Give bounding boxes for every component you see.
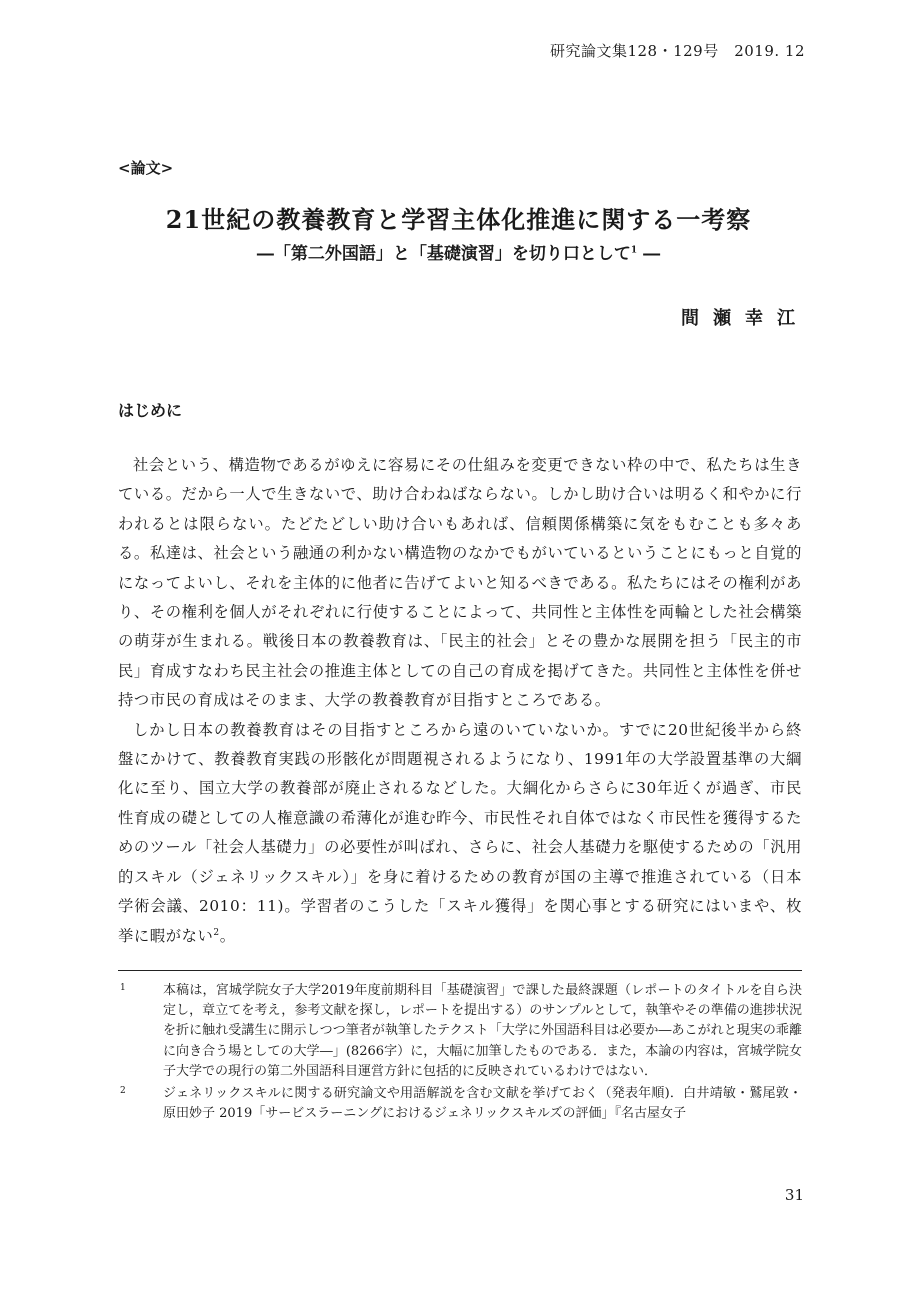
footnote-ref-1: 1: [630, 245, 638, 256]
footnote-ref-2: 2: [213, 927, 220, 938]
footnote-mark: 2: [120, 1086, 126, 1097]
subtitle-end: ―: [637, 244, 661, 264]
paper-subtitle: [0, 239, 917, 264]
paragraph: 社会という、構造物であるがゆえに容易にその仕組みを変更できない枠の中で、私たちは生きている。だから一人で生きないで、助け合わねばならない。しかし助け合いは明るく和やかに行われるとは限らない。たどたどしい助け合いもあれば、信頼関係構築に気をもむことも多々ある。私達は、社会という融通の利かない構造物のなかでもがいているということにもっと自覚的になってよいし、それを主体的に他者に告げてよいと知るべきである。私たちにはその権利があり、その権利を個人がそれぞれに行使することによって、共同性と主体性を両輪とした社会構築の萌芽が生まれる。戦後日本の教養教育は、「民主的社会」とその豊かな展開を担う「民主的市民」育成すなわち民主社会の推進主体としての自己の育成を掲げてきた。共同性と主体性を併せ持つ市民の育成はそのまま、大学の教養教育が目指すところである。: [118, 456, 802, 710]
body-text: [118, 451, 802, 951]
footnote-mark: 1: [120, 983, 126, 993]
page-number: 31: [784, 1186, 804, 1204]
footnote-divider: [118, 970, 802, 971]
author-name: 間瀬幸江: [681, 308, 809, 329]
footnotes: [118, 981, 802, 1126]
paper-title: 21世紀の教養教育と学習主体化推進に関する一考察: [165, 205, 752, 234]
footnote: [118, 981, 802, 1082]
article-type-label: <論文>: [118, 159, 174, 177]
footnote-text: ジェネリックスキルに関する研究論文や用語解説を含む文献を挙げておく（発表年順)．白井靖敏・鷲尾敦・原田妙子 2019「サービスラーニングにおけるジェネリックスキルズの評価」『名古屋女子: [163, 1086, 802, 1122]
footnote-text: 本稿は，宮城学院女子大学2019年度前期科目「基礎演習」で課した最終課題（レポートのタイトルを自ら決定し，章立てを考え，参考文献を探し，レポートを提出する）のサンプルとして，執筆やその準備の進捗状況を折に触れ受講生に開示しつつ筆者が執筆したテクスト「大学に外国語科目は必要か―あこがれと現実の乖離に向き合う場としての大学―」(8266字）に，大幅に加筆したものである．また，本論の内容は，宮城学院女子大学での現行の第二外国語科目運営方針に包括的に反映されているわけではない．: [163, 983, 802, 1079]
footnote: [118, 1084, 802, 1124]
section-heading: はじめに: [118, 401, 183, 420]
paragraph: [118, 716, 802, 951]
subtitle-text: ―「第二外国語」と「基礎演習」を切り口として: [256, 244, 631, 264]
paragraph-text: しかし日本の教養教育はその目指すところから遠のいていないか。すでに20世紀後半から終盤にかけて、教養教育実践の形骸化が問題視されるようになり、1991年の大学設置基準の大綱化に至り、国立大学の教養部が廃止されるなどした。大綱化からさらに30年近くが過ぎ、市民性育成の礎としての人権意識の希薄化が進む昨今、市民性それ自体ではなく市民性を獲得するためのツール「社会人基礎力」の必要性が叫ばれ、さらに、社会人基礎力を駆使するための「汎用的スキル（ジェネリックスキル）」を身に着けるための教育が国の主導で推進されている（日本学術会議、2010：11)。学習者のこうした「スキル獲得」を関心事とする研究にはいまや、枚挙に暇がない: [118, 720, 802, 945]
paragraph-end: 。: [219, 926, 236, 945]
running-head: 研究論文集128・129号 2019. 12: [549, 42, 805, 60]
